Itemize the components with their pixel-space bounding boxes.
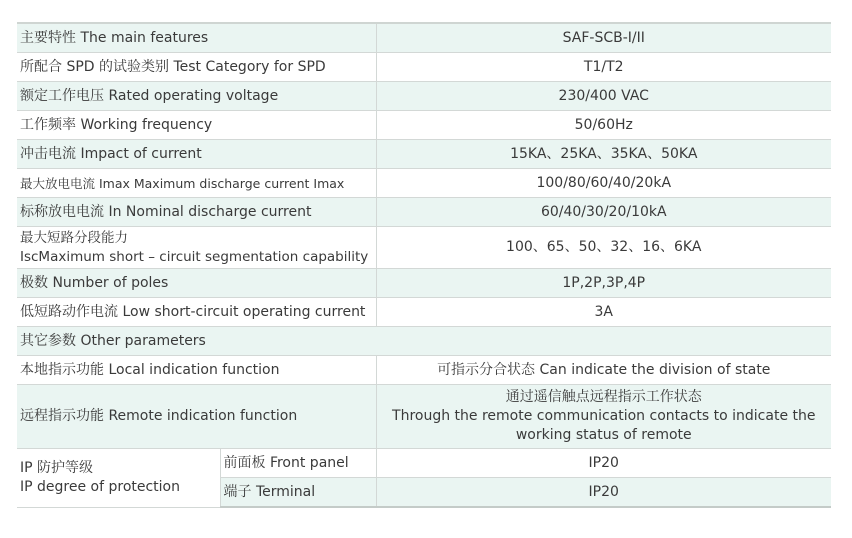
row-value: 100、65、50、32、16、6KA <box>376 227 831 269</box>
ip-group-label <box>17 449 220 508</box>
row-value: 100/80/60/40/20kA <box>376 169 831 198</box>
table-row <box>17 53 831 82</box>
table-row <box>17 385 831 449</box>
section-header-row <box>17 327 831 356</box>
row-value: 60/40/30/20/10kA <box>376 198 831 227</box>
row-label: 低短路动作电流 Low short-circuit operating current <box>17 298 376 327</box>
row-value: 230/400 VAC <box>376 82 831 111</box>
row-label <box>17 227 376 269</box>
row-value: SAF-SCB-I/II <box>376 23 831 53</box>
table-row <box>17 82 831 111</box>
ip-label-line-2: IP degree of protection <box>20 478 180 495</box>
row-value: 15KA、25KA、35KA、50KA <box>376 140 831 169</box>
row-label: 本地指示功能 Local indication function <box>17 356 376 385</box>
terminal-value: IP20 <box>376 478 831 508</box>
row-label: 远程指示功能 Remote indication function <box>17 385 376 449</box>
row-value: 50/60Hz <box>376 111 831 140</box>
table-row <box>17 140 831 169</box>
row-label: 工作频率 Working frequency <box>17 111 376 140</box>
row-label-line-2: IscMaximum short – circuit segmentation capability <box>20 248 369 265</box>
section-header: 其它参数 Other parameters <box>17 327 831 356</box>
remote-value-en-line-2: working status of remote <box>515 427 692 443</box>
front-panel-label: 前面板 Front panel <box>220 449 376 478</box>
row-value: T1/T2 <box>376 53 831 82</box>
row-label: 冲击电流 Impact of current <box>17 140 376 169</box>
table-row <box>17 269 831 298</box>
row-label: 额定工作电压 Rated operating voltage <box>17 82 376 111</box>
row-label: 极数 Number of poles <box>17 269 376 298</box>
remote-value-en-line-1: Through the remote communication contacts to indicate the <box>392 408 816 424</box>
table-row <box>17 298 831 327</box>
table-row <box>17 23 831 53</box>
row-value: 1P,2P,3P,4P <box>376 269 831 298</box>
ip-label-line-1: IP 防护等级 <box>20 459 94 476</box>
row-label: 标称放电电流 In Nominal discharge current <box>17 198 376 227</box>
row-label-line-1: 最大短路分段能力 <box>20 229 128 246</box>
row-value: 3A <box>376 298 831 327</box>
table-row <box>17 356 831 385</box>
spec-table <box>17 22 831 508</box>
row-label: 最大放电电流 Imax Maximum discharge current Imax <box>17 169 376 198</box>
remote-value-cn: 通过遥信触点远程指示工作状态 <box>505 389 702 405</box>
table-row <box>17 111 831 140</box>
row-label: 所配合 SPD 的试验类别 Test Category for SPD <box>17 53 376 82</box>
table-row <box>17 198 831 227</box>
front-panel-value: IP20 <box>376 449 831 478</box>
row-value <box>376 385 831 449</box>
terminal-label: 端子 Terminal <box>220 478 376 508</box>
row-label: 主要特性 The main features <box>17 23 376 53</box>
row-value: 可指示分合状态 Can indicate the division of state <box>376 356 831 385</box>
table-row <box>17 227 831 269</box>
table-row <box>17 449 831 478</box>
table-row <box>17 169 831 198</box>
